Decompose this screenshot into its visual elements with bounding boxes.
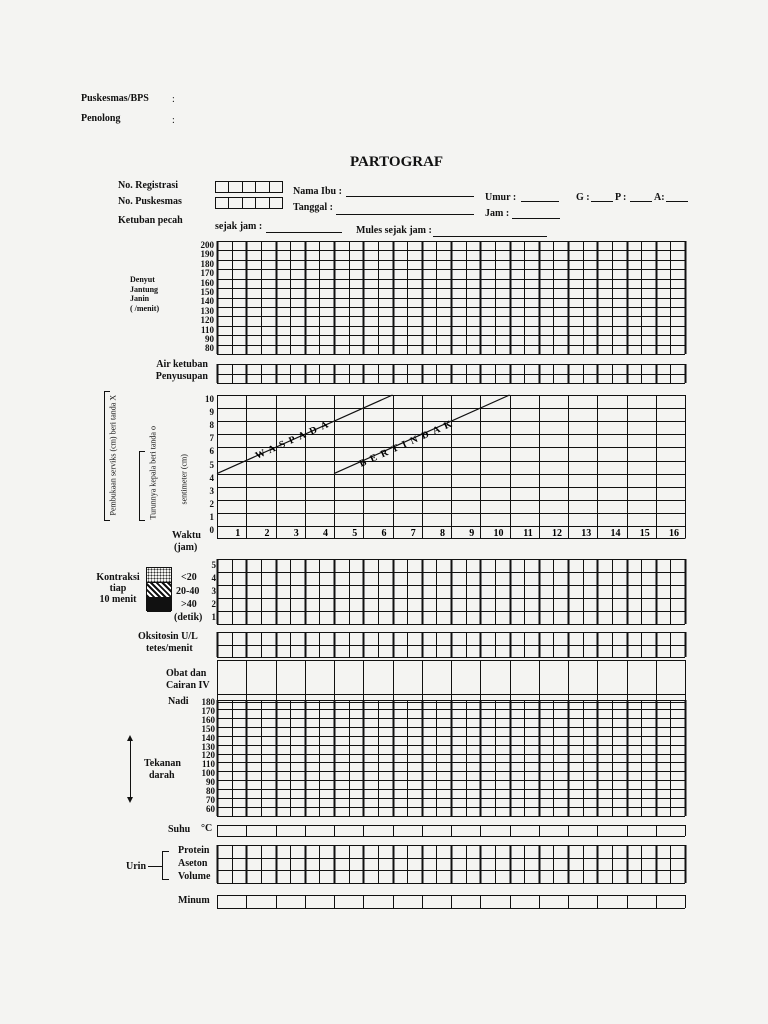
bp-label: Tekanan bbox=[144, 758, 181, 769]
contractions-since-field[interactable] bbox=[433, 236, 547, 237]
legend-20-40: 20-40 bbox=[176, 586, 200, 597]
abortus-label: A: bbox=[654, 192, 665, 203]
pulse-bp-tick: 160 bbox=[201, 714, 215, 725]
pulse-bp-grid[interactable] bbox=[217, 700, 686, 817]
descent-bracket bbox=[139, 451, 145, 521]
legend-more-40: >40 bbox=[181, 599, 197, 610]
hour-label: 7 bbox=[410, 528, 416, 539]
urine-grid[interactable] bbox=[217, 845, 686, 884]
hour-label: 14 bbox=[610, 528, 621, 539]
cervix-tick: 9 bbox=[209, 407, 214, 418]
pulse-bp-tick: 130 bbox=[201, 741, 215, 752]
fhr-tick: 120 bbox=[200, 315, 214, 326]
descent-side-label: Turunnya kepala beri tanda o bbox=[148, 426, 158, 520]
hour-label: 16 bbox=[669, 528, 679, 539]
contraction-tick: 5 bbox=[211, 560, 216, 570]
membrane-rupture-label: Ketuban pecah bbox=[118, 215, 183, 226]
amniotic-label: Air ketuban bbox=[156, 359, 208, 370]
age-field[interactable] bbox=[521, 201, 559, 202]
hour-label: 4 bbox=[323, 528, 328, 539]
fhr-tick: 190 bbox=[200, 249, 214, 260]
legend-solid-swatch bbox=[147, 598, 171, 612]
hour-label: 15 bbox=[639, 528, 650, 539]
iv-fluids-label: Cairan IV bbox=[166, 680, 210, 691]
cervix-tick: 10 bbox=[205, 394, 214, 404]
cervix-side-label: Pembukaan serviks (cm) beri tanda X bbox=[108, 394, 118, 516]
pulse-bp-tick: 170 bbox=[201, 705, 215, 716]
fhr-tick: 200 bbox=[200, 240, 214, 250]
age-label: Umur : bbox=[485, 192, 517, 203]
hour-label: 6 bbox=[381, 528, 387, 539]
helper-label: Penolong bbox=[81, 113, 121, 124]
fhr-label-line: Denyut bbox=[130, 275, 155, 284]
mother-name-field[interactable] bbox=[346, 196, 474, 197]
drugs-grid[interactable] bbox=[217, 660, 686, 703]
fhr-label-line: Jantung bbox=[130, 284, 159, 294]
fhr-tick: 130 bbox=[200, 305, 214, 316]
action-line-label: BERTINDAK bbox=[357, 416, 459, 470]
hour-label: 3 bbox=[293, 528, 299, 539]
intake-grid[interactable] bbox=[217, 895, 686, 909]
time-axis-label: Waktu bbox=[172, 530, 201, 541]
pulse-bp-tick: 150 bbox=[201, 723, 215, 734]
oxytocin-unit: tetes/menit bbox=[146, 643, 193, 654]
legend-seconds: (detik) bbox=[174, 612, 203, 623]
facility-colon: : bbox=[172, 94, 175, 105]
oxytocin-grid[interactable] bbox=[217, 632, 686, 658]
hour-label: 9 bbox=[469, 528, 475, 539]
pulse-bp-tick: 180 bbox=[201, 697, 215, 707]
pulse-label: Nadi bbox=[168, 696, 189, 707]
contraction-tick: 2 bbox=[211, 599, 216, 609]
hour-label: 1 bbox=[235, 528, 241, 539]
pulse-bp-tick: 80 bbox=[206, 786, 215, 796]
temperature-unit: °C bbox=[201, 823, 213, 834]
gravida-label: G : bbox=[576, 192, 590, 203]
bp-arrow bbox=[130, 738, 131, 800]
moulding-label: Penyusupan bbox=[155, 371, 208, 382]
pulse-bp-tick: 110 bbox=[201, 759, 215, 770]
fhr-tick: 150 bbox=[200, 287, 214, 297]
registration-field[interactable] bbox=[215, 181, 283, 193]
facility-label: Puskesmas/BPS bbox=[81, 93, 149, 104]
unit-side-label: sentimeter (cm) bbox=[179, 454, 189, 505]
hour-label: 8 bbox=[440, 528, 445, 539]
fhr-tick: 180 bbox=[200, 258, 214, 269]
contraction-tick: 3 bbox=[211, 586, 216, 596]
time-field[interactable] bbox=[512, 218, 560, 219]
cervix-tick: 7 bbox=[209, 433, 214, 444]
urine-connector bbox=[148, 866, 162, 867]
legend-dotted-swatch bbox=[147, 568, 171, 583]
contraction-label-line: Kontraksi bbox=[96, 572, 140, 583]
para-field[interactable] bbox=[630, 201, 652, 202]
contraction-tick: 1 bbox=[211, 612, 216, 622]
temperature-label: Suhu bbox=[168, 824, 191, 835]
helper-colon: : bbox=[172, 115, 175, 126]
fhr-tick: 160 bbox=[200, 277, 214, 288]
cervix-tick: 3 bbox=[209, 485, 214, 496]
intake-label: Minum bbox=[178, 895, 210, 906]
since-time-label: sejak jam : bbox=[215, 221, 263, 232]
pulse-bp-tick: 140 bbox=[201, 732, 215, 743]
contraction-grid[interactable] bbox=[217, 559, 686, 625]
cervix-tick: 6 bbox=[209, 446, 214, 457]
fhr-tick: 170 bbox=[200, 268, 214, 279]
contraction-label bbox=[88, 572, 148, 605]
hour-label: 12 bbox=[552, 528, 562, 539]
temperature-grid[interactable] bbox=[217, 825, 686, 837]
date-field[interactable] bbox=[336, 214, 474, 215]
cervicograph-grid[interactable] bbox=[217, 395, 686, 545]
para-label: P : bbox=[615, 192, 627, 203]
puskesmas-number-field[interactable] bbox=[215, 197, 283, 209]
legend-less-20: <20 bbox=[181, 572, 197, 583]
cervix-tick: 8 bbox=[209, 420, 214, 431]
puskesmas-number-label: No. Puskesmas bbox=[118, 196, 182, 207]
legend-striped-swatch bbox=[147, 583, 171, 598]
contractions-since-label: Mules sejak jam : bbox=[356, 225, 432, 236]
pulse-bp-tick: 90 bbox=[206, 777, 215, 788]
hour-label: 10 bbox=[493, 528, 504, 539]
fhr-tick: 140 bbox=[200, 296, 214, 307]
contraction-label-line: 10 menit bbox=[99, 594, 137, 605]
urine-bracket bbox=[162, 851, 169, 880]
fhr-grid[interactable] bbox=[217, 241, 686, 355]
drugs-label: Obat dan bbox=[166, 668, 207, 679]
pulse-bp-tick: 70 bbox=[206, 794, 215, 805]
cervix-tick: 4 bbox=[209, 472, 214, 483]
urine-label: Urin bbox=[126, 861, 146, 872]
fhr-label-line: ( /menit) bbox=[130, 303, 160, 313]
cervix-tick: 2 bbox=[209, 498, 214, 509]
registration-label: No. Registrasi bbox=[118, 180, 178, 191]
fhr-tick: 110 bbox=[200, 324, 214, 335]
cervix-tick: 1 bbox=[209, 511, 214, 522]
hour-label: 13 bbox=[581, 528, 592, 539]
cervix-tick: 0 bbox=[209, 525, 214, 535]
contraction-tick: 4 bbox=[211, 573, 216, 583]
contraction-label-line: tiap bbox=[109, 583, 127, 594]
alert-line-label: WASPADA bbox=[253, 417, 335, 462]
contraction-legend-swatches bbox=[146, 567, 172, 611]
urine-protein-label: Protein bbox=[178, 845, 210, 856]
bp-label-2: darah bbox=[149, 770, 175, 781]
fhr-label bbox=[130, 275, 159, 313]
fhr-tick: 80 bbox=[205, 343, 214, 354]
pulse-bp-tick: 120 bbox=[201, 750, 215, 761]
abortus-field[interactable] bbox=[666, 201, 688, 202]
cervix-tick: 5 bbox=[209, 459, 214, 470]
fhr-label-line: Janin bbox=[130, 294, 150, 303]
page-title: PARTOGRAF bbox=[350, 154, 444, 170]
urine-acetone-label: Aseton bbox=[178, 858, 208, 869]
gravida-field[interactable] bbox=[591, 201, 613, 202]
urine-volume-label: Volume bbox=[178, 871, 211, 882]
hour-label: 5 bbox=[352, 528, 358, 539]
time-label: Jam : bbox=[485, 208, 510, 219]
since-time-field[interactable] bbox=[266, 232, 342, 233]
date-label: Tanggal : bbox=[293, 202, 333, 213]
amniotic-grid[interactable] bbox=[217, 364, 686, 384]
fhr-tick: 90 bbox=[205, 334, 214, 344]
oxytocin-label: Oksitosin U/L bbox=[138, 631, 198, 642]
mother-name-label: Nama Ibu : bbox=[293, 186, 342, 197]
pulse-bp-tick: 60 bbox=[206, 803, 215, 814]
pulse-bp-tick: 100 bbox=[201, 768, 215, 779]
time-axis-unit: (jam) bbox=[174, 542, 198, 553]
hour-label: 2 bbox=[264, 528, 270, 539]
hour-label: 11 bbox=[523, 528, 533, 539]
